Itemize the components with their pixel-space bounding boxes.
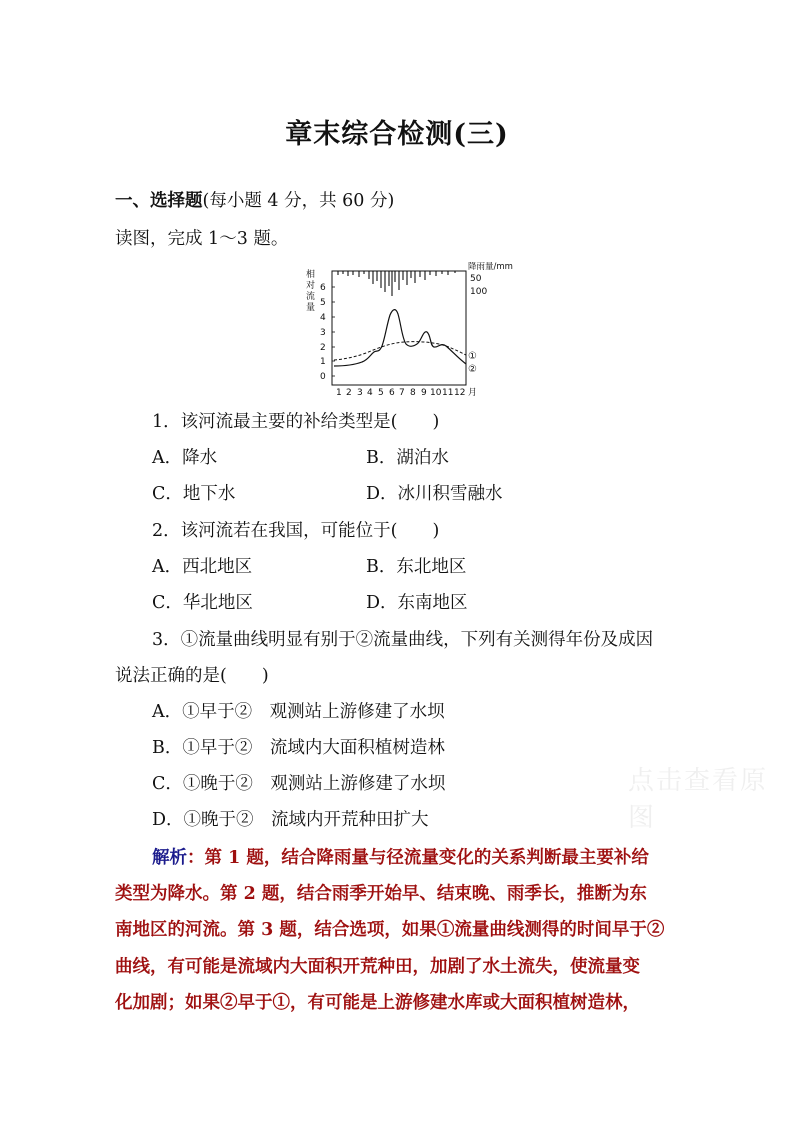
y-tick-4: 4 — [320, 313, 326, 323]
analysis-line-1 — [152, 846, 649, 870]
question-1-stem: 该河流最主要的补给类型是( ) — [180, 412, 440, 432]
x-tick-6: 6 — [389, 388, 395, 398]
option-key: B． — [152, 738, 183, 758]
x-tick-2: 2 — [346, 388, 352, 398]
option-key: B． — [366, 448, 397, 468]
option-key: D． — [152, 810, 184, 830]
question-1-number: 1． — [152, 412, 181, 432]
x-tick-8: 8 — [410, 388, 416, 398]
y-tick-5: 5 — [320, 298, 326, 308]
q1-option-a — [152, 446, 217, 470]
option-key: A． — [152, 448, 183, 468]
x-tick-5: 5 — [378, 388, 384, 398]
question-3-stem-line1: ①流量曲线明显有别于②流量曲线，下列有关测得年份及成因 — [180, 630, 654, 650]
instruction: 读图，完成 1～3 题。 — [115, 229, 289, 249]
y-tick-0: 0 — [320, 372, 326, 382]
question-3-stem-line2: 说法正确的是( ) — [115, 666, 269, 686]
x-tick-11: 11 — [442, 388, 454, 398]
curve-1-label: ① — [468, 351, 477, 362]
option-text: ①早于② 流域内大面积植树造林 — [182, 738, 445, 758]
x-tick-9: 9 — [421, 388, 427, 398]
curve-2-label: ② — [468, 364, 477, 375]
x-tick-4: 4 — [367, 388, 373, 398]
x-tick-1: 1 — [336, 388, 342, 398]
option-key: C． — [152, 774, 183, 794]
river-flow-chart — [300, 262, 535, 400]
page-title: 章末综合检测(三) — [285, 119, 509, 150]
analysis-label: 解析 — [152, 848, 187, 868]
q3-option-d — [152, 808, 429, 832]
section-heading-text: 一、选择题 — [115, 191, 203, 211]
option-key: B． — [366, 557, 397, 577]
question-2-number: 2． — [152, 521, 181, 541]
y-tick-3: 3 — [320, 328, 326, 338]
section-heading — [115, 189, 394, 213]
q3-option-c — [152, 772, 445, 796]
q2-option-a — [152, 555, 252, 579]
y-right-tick-100: 100 — [470, 287, 488, 297]
q2-option-b — [366, 555, 466, 579]
question-1 — [152, 410, 439, 434]
option-text: 地下水 — [182, 484, 236, 504]
option-text: 湖泊水 — [396, 448, 449, 468]
y-tick-1: 1 — [320, 357, 326, 367]
question-3-number: 3． — [152, 630, 181, 650]
option-text: 东北地区 — [396, 557, 467, 577]
analysis-text-1: ：第 1 题，结合降雨量与径流量变化的关系判断最主要补给 — [187, 848, 649, 868]
section-note: (每小题 4 分，共 60 分) — [202, 191, 395, 211]
option-key: C． — [152, 484, 183, 504]
option-key: D． — [366, 484, 398, 504]
watermark: 点击查看原图 — [628, 766, 769, 833]
q2-option-c — [152, 591, 253, 615]
question-2-stem: 该河流若在我国，可能位于( ) — [180, 521, 440, 541]
flow-curve-2 — [334, 342, 466, 360]
option-text: 降水 — [182, 448, 218, 468]
q3-option-a — [152, 700, 445, 724]
q1-option-d — [366, 482, 503, 506]
q2-option-d — [366, 591, 468, 615]
option-text: 冰川积雪融水 — [397, 484, 503, 504]
option-text: 东南地区 — [397, 593, 468, 613]
analysis-line-4: 曲线，有可能是流域内大面积开荒种田，加剧了水土流失，使流量变 — [115, 957, 640, 977]
y-tick-6: 6 — [320, 283, 326, 293]
x-tick-10: 10 — [430, 388, 442, 398]
y-left-title-3: 流 — [306, 292, 316, 302]
option-key: C． — [152, 593, 183, 613]
option-key: A． — [152, 702, 183, 722]
option-key: D． — [366, 593, 398, 613]
x-unit: 月 — [468, 388, 478, 398]
option-key: A． — [152, 557, 183, 577]
option-text: ①早于② 观测站上游修建了水坝 — [182, 702, 445, 722]
q3-option-b — [152, 736, 445, 760]
option-text: ①晚于② 观测站上游修建了水坝 — [182, 774, 446, 794]
y-right-tick-50: 50 — [470, 274, 482, 284]
q1-option-c — [152, 482, 235, 506]
x-tick-12: 12 — [454, 388, 466, 398]
y-left-title-4: 量 — [306, 303, 316, 313]
y-left-title-1: 相 — [306, 270, 316, 280]
y-tick-2: 2 — [320, 343, 326, 353]
flow-curve-1 — [334, 310, 466, 366]
analysis-line-2: 类型为降水。第 2 题，结合雨季开始早、结束晚、雨季长，推断为东 — [115, 884, 647, 904]
y-right-title: 降雨量/mm — [468, 262, 513, 272]
question-3 — [152, 628, 653, 652]
x-tick-3: 3 — [357, 388, 363, 398]
option-text: 华北地区 — [182, 593, 253, 613]
y-left-title-2: 对 — [306, 281, 316, 291]
analysis-line-5: 化加剧；如果②早于①，有可能是上游修建水库或大面积植树造林， — [115, 993, 640, 1013]
x-tick-7: 7 — [399, 388, 405, 398]
option-text: 西北地区 — [182, 557, 253, 577]
q1-option-b — [366, 446, 449, 470]
option-text: ①晚于② 流域内开荒种田扩大 — [183, 810, 429, 830]
question-2 — [152, 519, 439, 543]
analysis-line-3: 南地区的河流。第 3 题，结合选项，如果①流量曲线测得的时间早于② — [115, 920, 665, 940]
